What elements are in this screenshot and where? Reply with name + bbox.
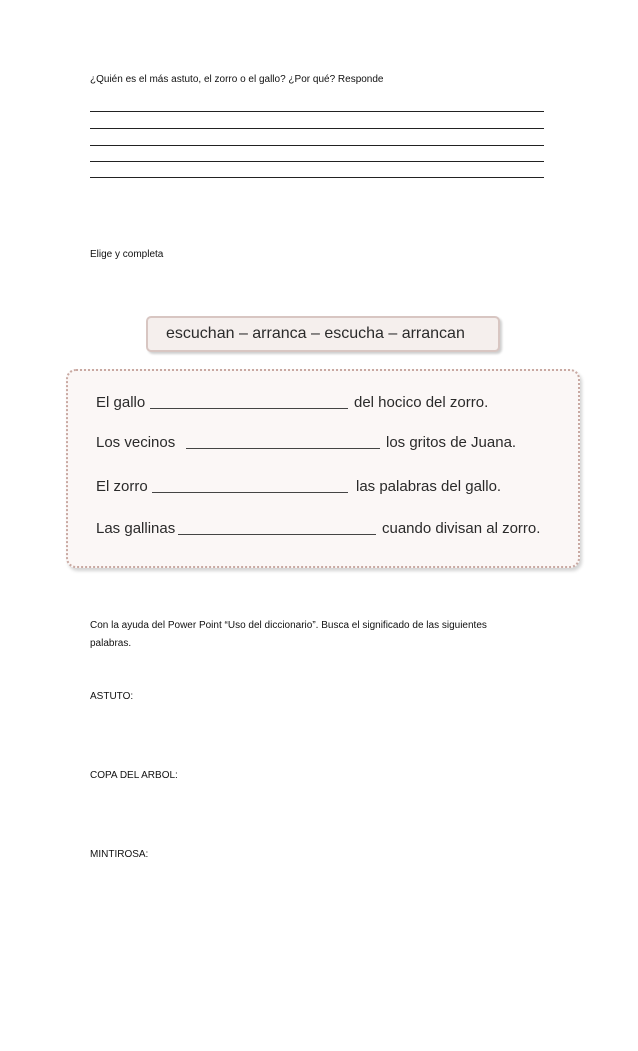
answer-line — [90, 128, 544, 129]
word-bank-text: escuchan – arranca – escucha – arrancan — [166, 325, 465, 342]
exercise-box — [66, 369, 580, 568]
section-title-elige: Elige y completa — [90, 249, 164, 260]
word-copa-del-arbol: COPA DEL ARBOL: — [90, 770, 178, 781]
dictionary-instruction-continued: palabras. — [90, 638, 132, 649]
sentence-end: los gritos de Juana. — [386, 434, 517, 451]
sentence-start: El zorro — [96, 478, 148, 495]
word-bank — [146, 316, 500, 352]
answer-line — [90, 161, 544, 162]
answer-line — [90, 111, 544, 112]
answer-line — [90, 177, 544, 178]
fill-blank — [150, 408, 348, 409]
answer-line — [90, 145, 544, 146]
sentence-start: El gallo — [96, 394, 146, 411]
fill-blank — [152, 492, 348, 493]
sentence-start: Las gallinas — [96, 520, 176, 537]
sentence-end: las palabras del gallo. — [356, 478, 502, 495]
sentence-end: del hocico del zorro. — [354, 394, 489, 411]
fill-blank — [178, 534, 376, 535]
dictionary-instruction: Con la ayuda del Power Point “Uso del diccionario”. Busca el significado de las siguientes — [90, 620, 487, 631]
word-astuto: ASTUTO: — [90, 691, 134, 702]
sentence-start: Los vecinos — [96, 434, 176, 451]
word-mintirosa: MINTIROSA: — [90, 849, 149, 860]
sentence-end: cuando divisan al zorro. — [382, 520, 541, 537]
fill-blank — [186, 448, 380, 449]
question-text: ¿Quién es el más astuto, el zorro o el gallo? ¿Por qué? Responde — [90, 74, 384, 85]
